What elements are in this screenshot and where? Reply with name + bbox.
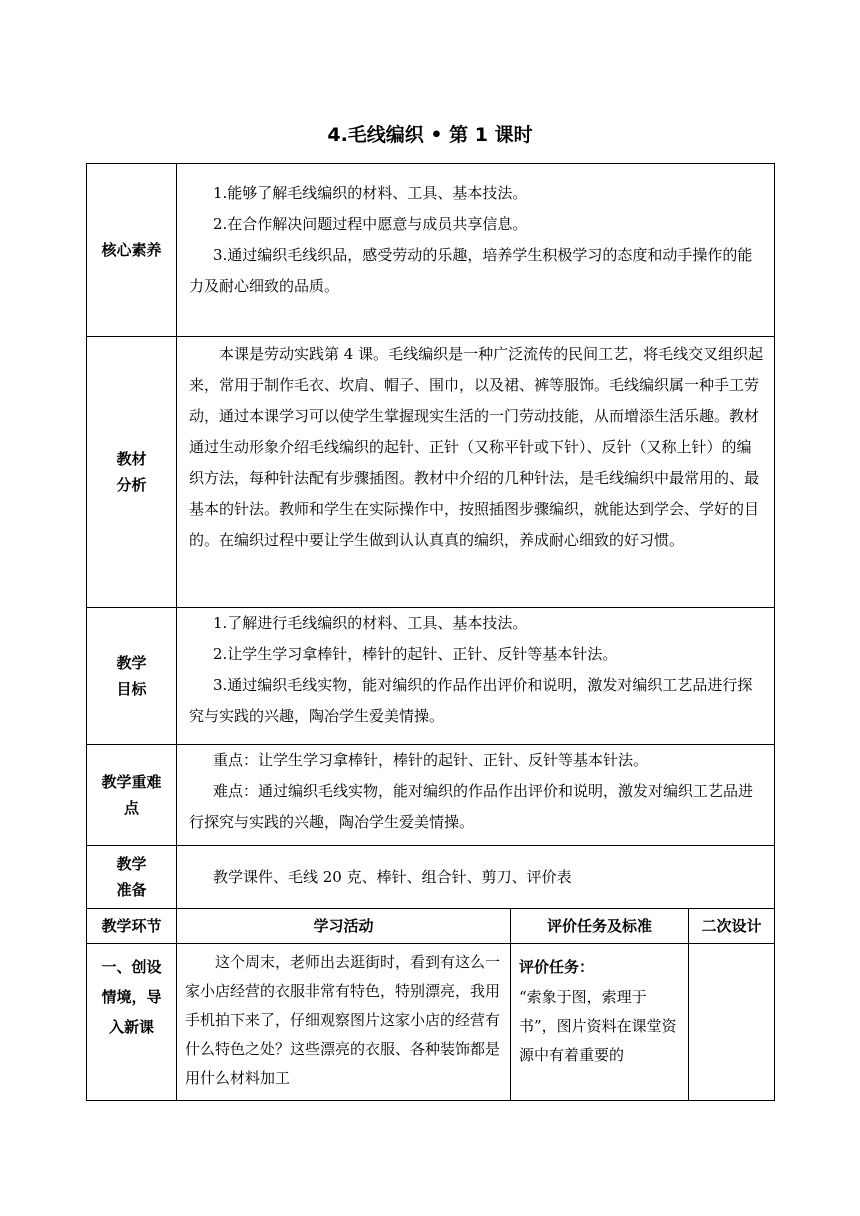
header-evaluation: 评价任务及标准 bbox=[511, 909, 689, 944]
goal-item-3: 3.通过编织毛线实物，能对编织的作品作出评价和说明，激发对编织工艺品进行探究与实践的兴趣，陶冶学生爱美情操。 bbox=[189, 676, 753, 725]
prep-row bbox=[87, 846, 775, 909]
activity-cell bbox=[177, 944, 511, 1101]
core-row bbox=[87, 164, 775, 337]
core-label: 核心素养 bbox=[87, 164, 177, 337]
keypoints-row bbox=[87, 745, 775, 846]
prep-label: 教学 准备 bbox=[87, 846, 177, 909]
goals-label: 教学 目标 bbox=[87, 608, 177, 745]
core-item-2: 2.在合作解决问题过程中愿意与成员共享信息。 bbox=[213, 215, 528, 233]
difficult-point: 难点：通过编织毛线实物，能对编织的作品作出评价和说明，激发对编织工艺品进行探究与实践的兴趣，陶冶学生爱美情操。 bbox=[189, 782, 754, 831]
keypoints-label: 教学重难 点 bbox=[87, 745, 177, 846]
goals-row bbox=[87, 608, 775, 745]
core-item-1: 1.能够了解毛线编织的材料、工具、基本技法。 bbox=[213, 184, 528, 202]
header-activity: 学习活动 bbox=[177, 909, 511, 944]
goal-item-1: 1.了解进行毛线编织的材料、工具、基本技法。 bbox=[213, 614, 528, 632]
material-row bbox=[87, 337, 775, 608]
prep-content bbox=[177, 846, 775, 909]
prep-text: 教学课件、毛线 20 克、棒针、组合针、剪刀、评价表 bbox=[213, 867, 572, 886]
key-point: 重点：让学生学习拿棒针，棒针的起针、正针、反针等基本针法。 bbox=[213, 751, 649, 769]
evaluation-title: 评价任务： bbox=[519, 958, 595, 976]
redesign-cell bbox=[689, 944, 775, 1101]
material-label: 教材 分析 bbox=[87, 337, 177, 608]
process-header-row bbox=[87, 909, 775, 944]
evaluation-text: “索象于图，索理于书”，图片资料在课堂资源中有着重要的 bbox=[519, 988, 677, 1064]
header-redesign: 二次设计 bbox=[689, 909, 775, 944]
core-content bbox=[177, 164, 775, 337]
page-title: 4.毛线编织 • 第 1 课时 bbox=[327, 124, 533, 146]
core-item-3: 3.通过编织毛线织品，感受劳动的乐趣，培养学生积极学习的态度和动手操作的能力及耐心细致的品质。 bbox=[189, 246, 753, 295]
header-stage: 教学环节 bbox=[87, 909, 177, 944]
keypoints-content bbox=[177, 745, 775, 846]
evaluation-cell bbox=[511, 944, 689, 1101]
goal-item-2: 2.让学生学习拿棒针，棒针的起针、正针、反针等基本针法。 bbox=[213, 645, 618, 663]
lesson-plan-table bbox=[86, 163, 775, 1101]
stage-cell: 一、创设 情境，导 入新课 bbox=[87, 944, 177, 1101]
process-row bbox=[87, 944, 775, 1101]
material-content bbox=[177, 337, 775, 608]
material-text: 本课是劳动实践第 4 课。毛线编织是一种广泛流传的民间工艺，将毛线交叉组织起来，常用于制作毛衣、坎肩、帽子、围巾，以及裙、裤等服饰。毛线编织属一种手工劳动，通过本课学习可以使学生掌握现实生活的一门劳动技能，从而增添生活乐趣。教材通过生动形象介绍毛线编织的起针、正针（又称平针或下针）、反针（又称上针）的编织方法，每种针法配有步骤插图。教材中介绍的几种针法，是毛线编织中最常用的、最基本的针法。教师和学生在实际操作中，按照插图步骤编织，就能达到学会、学好的目的。在编织过程中要让学生做到认认真真的编织，养成耐心细致的好习惯。 bbox=[189, 345, 764, 549]
activity-text: 这个周末，老师出去逛街时，看到有这么一家小店经营的衣服非常有特色，特别漂亮，我用手机拍下来了，仔细观察图片这家小店的经营有什么特色之处？这些漂亮的衣服、各种装饰都是用什么材料加工 bbox=[185, 953, 501, 1087]
goals-content bbox=[177, 608, 775, 745]
